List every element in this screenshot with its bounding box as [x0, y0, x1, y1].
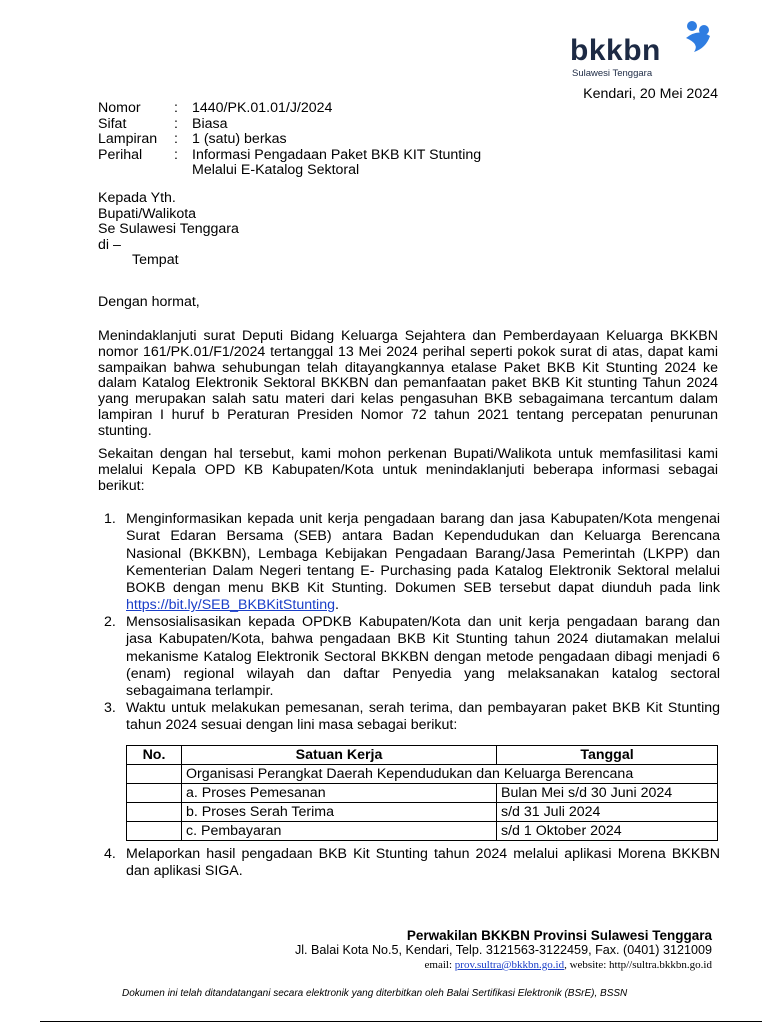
meta-row-nomor	[98, 101, 481, 117]
recipient-block	[98, 191, 239, 269]
footer-divider	[40, 1021, 762, 1022]
table-cell: a. Proses Pemesanan	[182, 784, 497, 803]
meta-value: Biasa	[192, 115, 228, 132]
recipient-line: Kepada Yth.	[98, 190, 176, 206]
footer-address: Jl. Balai Kota No.5, Kendari, Telp. 3121563-3122459, Fax. (0401) 3121009	[294, 943, 712, 957]
email-label: email:	[424, 959, 455, 971]
table-row	[127, 803, 718, 822]
list-number: 3.	[104, 700, 116, 716]
list-text: Melaporkan hasil pengadaan BKB Kit Stunting tahun 2024 melalui aplikasi Morena BKKBN dan aplikasi SIGA.	[126, 846, 720, 880]
meta-row-lampiran	[98, 132, 481, 148]
seb-download-link[interactable]: https://bit.ly/SEB_BKBKitStunting	[126, 597, 335, 614]
footer-org: Perwakilan BKKBN Provinsi Sulawesi Tenggara	[406, 928, 712, 943]
table-row	[127, 822, 718, 841]
table-cell	[127, 784, 182, 803]
list-item	[98, 846, 720, 881]
table-cell: s/d 1 Oktober 2024	[497, 822, 718, 841]
logo-brand: bkkbn	[570, 34, 661, 67]
paragraph-request: Sekaitan dengan hal tersebut, kami mohon perkenan Bupati/Walikota untuk memfasilitasi kami melalui Kepala OPD KB Kabupaten/Kota untuk menindaklanjuti beberapa informasi sebagai berikut:	[98, 446, 718, 494]
meta-label: Nomor	[98, 100, 141, 116]
meta-colon-blank	[174, 163, 192, 179]
list-text: Waktu untuk melakukan pemesanan, serah terima, dan pembayaran paket BKB Kit Stunting tahun 2024 sesuai dengan lini masa sebagai berikut:	[126, 700, 720, 734]
list-item	[98, 614, 720, 700]
meta-label: Perihal	[98, 146, 143, 163]
list-text: Mensosialisasikan kepada OPDKB Kabupaten/Kota dan unit kerja pengadaan barang dan jasa Kabupaten/Kota, bahwa pengadaan BKB Kit Stunting tahun 2024 diutamakan melalui mekanisme Katalog Elektronik Sectoral BKKBN dengan metode pengadaan dibagi menjadi 6 (enam) regional wilayah dan daftar Penyedia yang melaksanakan katalog sectoral sebagaimana terlampir.	[126, 614, 720, 700]
meta-value: Informasi Pengadaan Paket BKB KIT Stunting	[192, 146, 482, 163]
bkkbn-logo	[560, 12, 720, 82]
list-text-end: .	[334, 597, 339, 614]
meta-colon: :	[174, 131, 178, 147]
table-row	[127, 784, 718, 803]
table-group-row	[127, 765, 718, 784]
table-header: Satuan Kerja	[182, 746, 497, 765]
table-cell: c. Pembayaran	[182, 822, 497, 841]
meta-label: Lampiran	[98, 131, 158, 147]
esign-note: Dokumen ini telah ditandatangani secara elektronik yang diterbitkan oleh Balai Sertifikasi Elektronik (BSrE), BSSN	[122, 988, 628, 999]
table-header: No.	[127, 746, 182, 765]
table-header-row	[127, 746, 718, 765]
timeline-table	[126, 745, 718, 841]
letter-meta	[98, 101, 481, 179]
meta-row-perihal-cont	[98, 163, 481, 179]
table-cell: Bulan Mei s/d 30 Juni 2024	[497, 784, 718, 803]
list-text: Menginformasikan kepada unit kerja pengadaan barang dan jasa Kabupaten/Kota mengenai Surat Edaran Bersama (SEB) antara Badan Kependudukan dan Keluarga Berencana Nasional (BKKBN), Lembaga Kebijakan Pengadaan Barang/Jasa Pemerintah (LKPP) dan Kementerian Dalam Negeri tentang E- Purchasing pada Katalog Elektronik Sektoral melalui BOKB dengan menu BKB Kit Stunting. Dokumen SEB tersebut dapat diunduh pada link	[126, 511, 720, 597]
recipient-line: Bupati/Walikota	[98, 205, 197, 222]
table-group-label: Organisasi Perangkat Daerah Kependudukan dan Keluarga Berencana	[182, 765, 718, 784]
website-text: , website: http//sultra.bkkbn.go.id	[564, 959, 712, 971]
list-number: 4.	[104, 846, 116, 862]
letter-date: Kendari, 20 Mei 2024	[583, 86, 718, 102]
meta-colon: :	[174, 146, 178, 163]
paragraph-intro: Menindaklanjuti surat Deputi Bidang Keluarga Sejahtera dan Pemberdayaan Keluarga BKKBN nomor 161/PK.01/F1/2024 tertanggal 13 Mei 2024 perihal seperti pokok surat di atas, dapat kami sampaikan bahwa sehubungan telah ditayangkannya etalase Paket BKB Kit Stunting 2024 ke dalam Katalog Elektronik Sektoral BKKBN dan pemanfaatan paket BKB Kit stunting Tahun 2024 yang merupakan salah satu materi dari kelas pengasuhan BKB sebagaimana tercantum dalam lampiran I huruf b Peraturan Presiden Nomor 72 tahun 2021 tentang percepatan penurunan stunting.	[98, 328, 718, 439]
email-link[interactable]: prov.sultra@bkkbn.go.id	[454, 959, 565, 971]
table-cell	[127, 765, 182, 784]
list-number: 2.	[104, 614, 116, 630]
list-item-body	[126, 511, 720, 615]
meta-row-perihal	[98, 148, 481, 164]
meta-value: Melalui E-Katalog Sektoral	[192, 162, 360, 178]
table-cell	[127, 803, 182, 822]
footer-contact	[425, 959, 712, 971]
meta-row-sifat	[98, 117, 481, 133]
meta-value: 1440/PK.01.01/J/2024	[192, 100, 333, 116]
recipient-line: Se Sulawesi Tenggara	[98, 221, 239, 237]
table-cell: s/d 31 Juli 2024	[497, 803, 718, 822]
meta-colon: :	[174, 115, 178, 132]
bkkbn-mark-icon	[678, 18, 720, 58]
recipient-line: Tempat	[132, 252, 179, 268]
logo-subtitle: Sulawesi Tenggara	[572, 68, 653, 79]
meta-label	[98, 163, 174, 179]
meta-colon: :	[174, 100, 178, 116]
recipient-line: di –	[98, 236, 121, 253]
meta-value: 1 (satu) berkas	[192, 131, 287, 147]
list-item	[98, 511, 720, 615]
meta-label: Sifat	[98, 115, 127, 132]
greeting: Dengan hormat,	[98, 294, 200, 310]
list-item	[98, 700, 720, 735]
table-header: Tanggal	[497, 746, 718, 765]
table-cell	[127, 822, 182, 841]
list-number: 1.	[104, 511, 116, 527]
table-cell: b. Proses Serah Terima	[182, 803, 497, 822]
